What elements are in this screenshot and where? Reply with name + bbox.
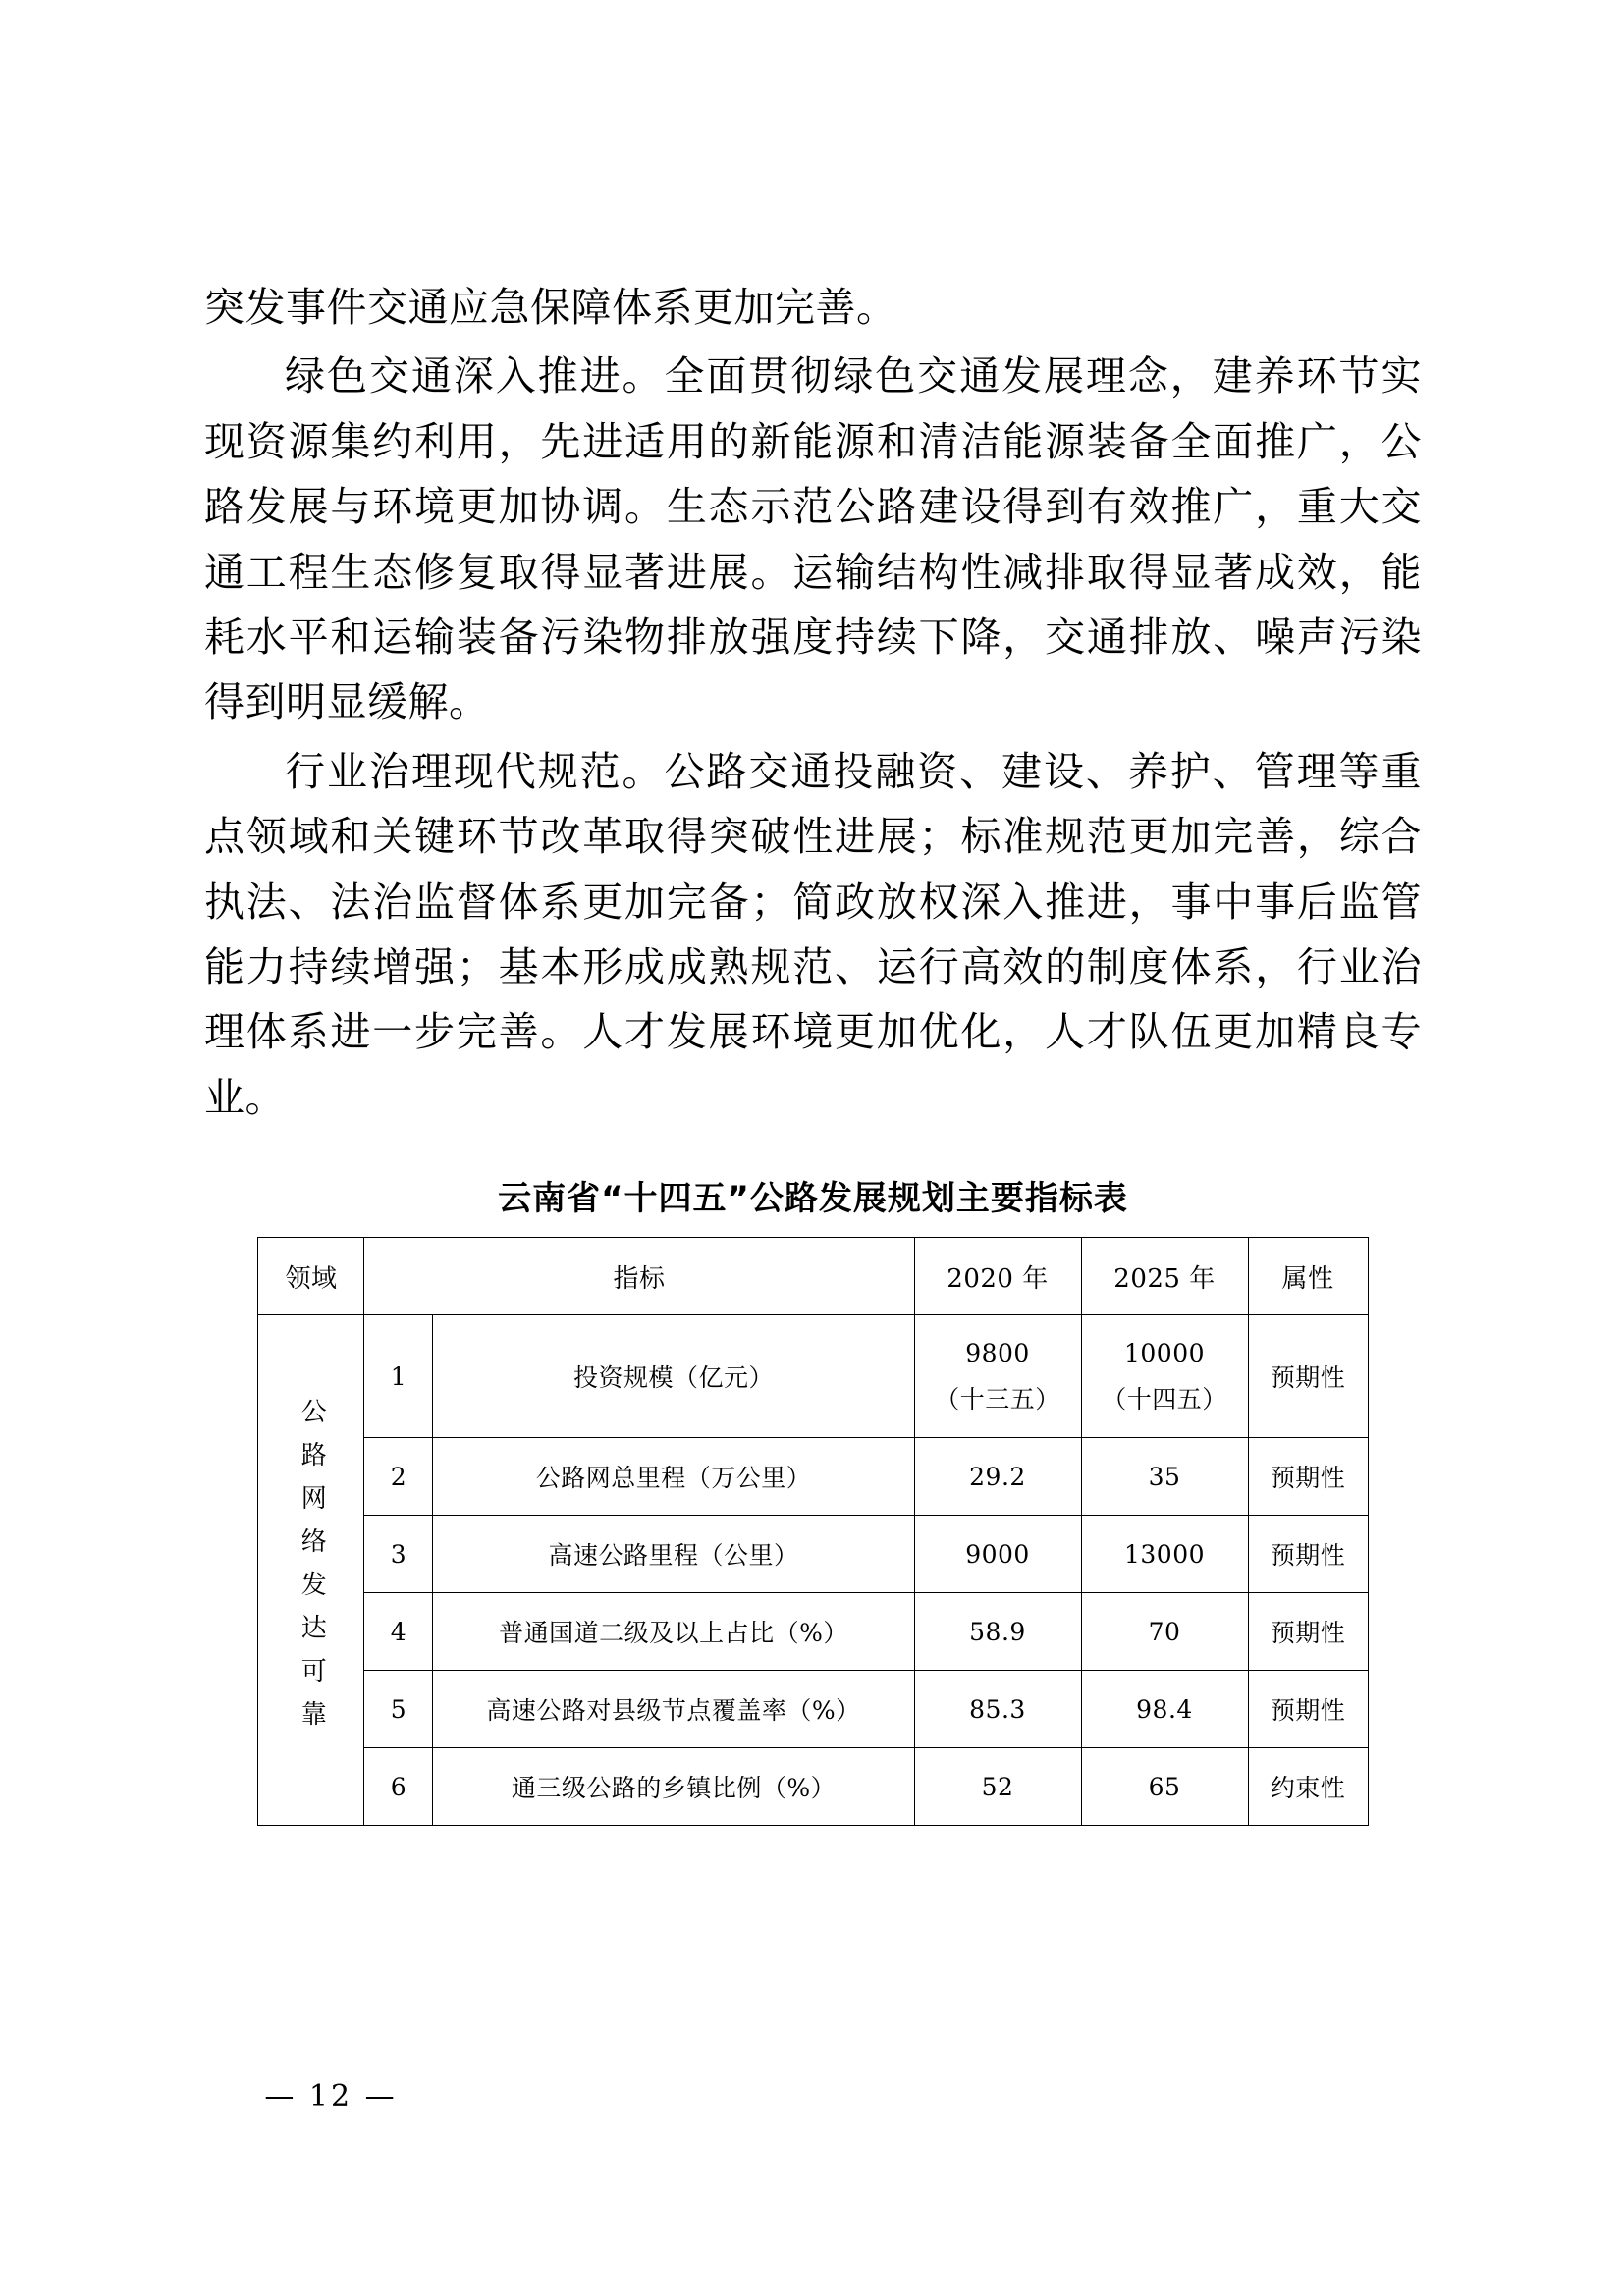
row-value-2025: 98.4 [1081,1671,1248,1748]
row-value-2020: 9000 [914,1516,1081,1593]
header-year-2025: 2025 年 [1081,1238,1248,1315]
row-indicator: 高速公路对县级节点覆盖率（%） [433,1671,914,1748]
table-row [258,1748,1368,1826]
row-value-2025-sub: （十四五） [1102,1385,1227,1415]
table-title: 云南省“十四五”公路发展规划主要指标表 [498,1179,1128,1219]
header-year-2020: 2020 年 [914,1238,1081,1315]
row-indicator: 投资规模（亿元） [433,1315,914,1438]
row-value-2020: 29.2 [914,1438,1081,1516]
page-number: — 12 — [264,2079,398,2113]
paragraph-1: 突发事件交通应急保障体系更加完善。 [204,284,897,331]
table-row [258,1438,1368,1516]
table-row [258,1315,1368,1438]
table-row [258,1516,1368,1593]
row-value-2025: 65 [1081,1748,1248,1826]
row-number: 6 [364,1748,433,1826]
header-attribute: 属性 [1248,1238,1368,1315]
row-value-2025-main: 10000 [1123,1338,1206,1367]
row-indicator: 高速公路里程（公里） [433,1516,914,1593]
row-value-2025 [1081,1315,1248,1438]
row-value-2020-sub: （十三五） [935,1385,1060,1415]
row-indicator: 公路网总里程（万公里） [433,1438,914,1516]
row-attribute: 预期性 [1248,1315,1368,1438]
row-value-2025: 13000 [1081,1516,1248,1593]
row-attribute: 约束性 [1248,1748,1368,1826]
table-row [258,1671,1368,1748]
paragraph-3: 行业治理现代规范。公路交通投融资、建设、养护、管理等重点领域和关键环节改革取得突破性进展；标准规范更加完善，综合执法、法治监督体系更加完备；简政放权深入推进，事中事后监管能力持续增强；基本形成成熟规范、运行高效的制度体系，行业治理体系进一步完善。人才发展环境更加优化，人才队伍更加精良专业。 [204,747,1422,1121]
row-value-2025: 35 [1081,1438,1248,1516]
row-attribute: 预期性 [1248,1516,1368,1593]
row-attribute: 预期性 [1248,1438,1368,1516]
table-row [258,1593,1368,1671]
row-attribute: 预期性 [1248,1671,1368,1748]
row-indicator: 通三级公路的乡镇比例（%） [433,1748,914,1826]
page-content [204,275,1422,1826]
page-footer [0,2079,1624,2113]
row-value-2020: 85.3 [914,1671,1081,1748]
row-value-2020: 58.9 [914,1593,1081,1671]
header-domain: 领域 [258,1238,364,1315]
row-number: 2 [364,1438,433,1516]
row-number: 5 [364,1671,433,1748]
table-header-row [258,1238,1368,1315]
row-value-2020: 52 [914,1748,1081,1826]
paragraph-2: 绿色交通深入推进。全面贯彻绿色交通发展理念，建养环节实现资源集约利用，先进适用的新能源和清洁能源装备全面推广，公路发展与环境更加协调。生态示范公路建设得到有效推广，重大交通工程生态修复取得显著进展。运输结构性减排取得显著成效，能耗水平和运输装备污染物排放强度持续下降，交通排放、噪声污染得到明显缓解。 [204,352,1422,726]
header-indicator: 指标 [364,1238,914,1315]
row-number: 3 [364,1516,433,1593]
row-attribute: 预期性 [1248,1593,1368,1671]
domain-group-label: 公路网络发达可靠 [297,1397,327,1743]
row-value-2025: 70 [1081,1593,1248,1671]
row-number: 4 [364,1593,433,1671]
row-value-2020 [914,1315,1081,1438]
row-number: 1 [364,1315,433,1438]
domain-group-cell [258,1315,364,1826]
row-value-2020-main: 9800 [965,1338,1030,1367]
row-indicator: 普通国道二级及以上占比（%） [433,1593,914,1671]
indicators-table [257,1237,1368,1826]
